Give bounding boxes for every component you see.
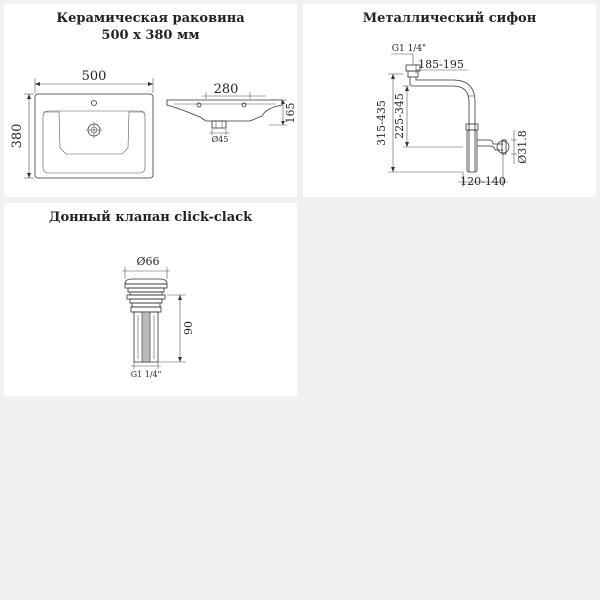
valve-body (125, 279, 167, 362)
siphon-title: Металлический сифон (362, 11, 537, 26)
valve-height-label: 90 (182, 321, 195, 335)
siphon-reach-label: 185-195 (418, 58, 464, 71)
valve-title: Донный клапан click-clack (48, 210, 253, 225)
sink-depth-label: 380 (10, 123, 25, 149)
siphon-dimensions (388, 54, 517, 187)
siphon-thread-label: G1 1/4" (391, 44, 427, 54)
sink-title: Керамическая раковина (56, 11, 245, 26)
siphon-total-height-label: 315-435 (375, 100, 388, 146)
sink-panel (4, 4, 297, 197)
sink-subtitle: 500 х 380 мм (101, 28, 200, 43)
sink-drain-label: Ø45 (211, 135, 229, 144)
sink-height-label: 165 (284, 102, 297, 124)
siphon-outlet-diameter-label: Ø31.8 (516, 130, 529, 164)
valve-thread-label: G1 1/4" (130, 370, 162, 379)
siphon-inner-height-label: 225-345 (393, 93, 406, 139)
valve-drawing (4, 203, 297, 396)
siphon-outlet-offset-label: 120-140 (460, 175, 506, 188)
sink-side-width-label: 280 (213, 82, 239, 97)
siphon-drawing (303, 4, 596, 197)
siphon-body (406, 65, 509, 172)
sink-side-view (167, 92, 287, 135)
siphon-panel (303, 4, 596, 197)
sink-width-label: 500 (81, 69, 107, 84)
sink-drawing (4, 4, 297, 197)
valve-panel (4, 203, 297, 396)
valve-cap-diameter-label: Ø66 (136, 255, 160, 268)
sink-top-view (24, 78, 153, 178)
